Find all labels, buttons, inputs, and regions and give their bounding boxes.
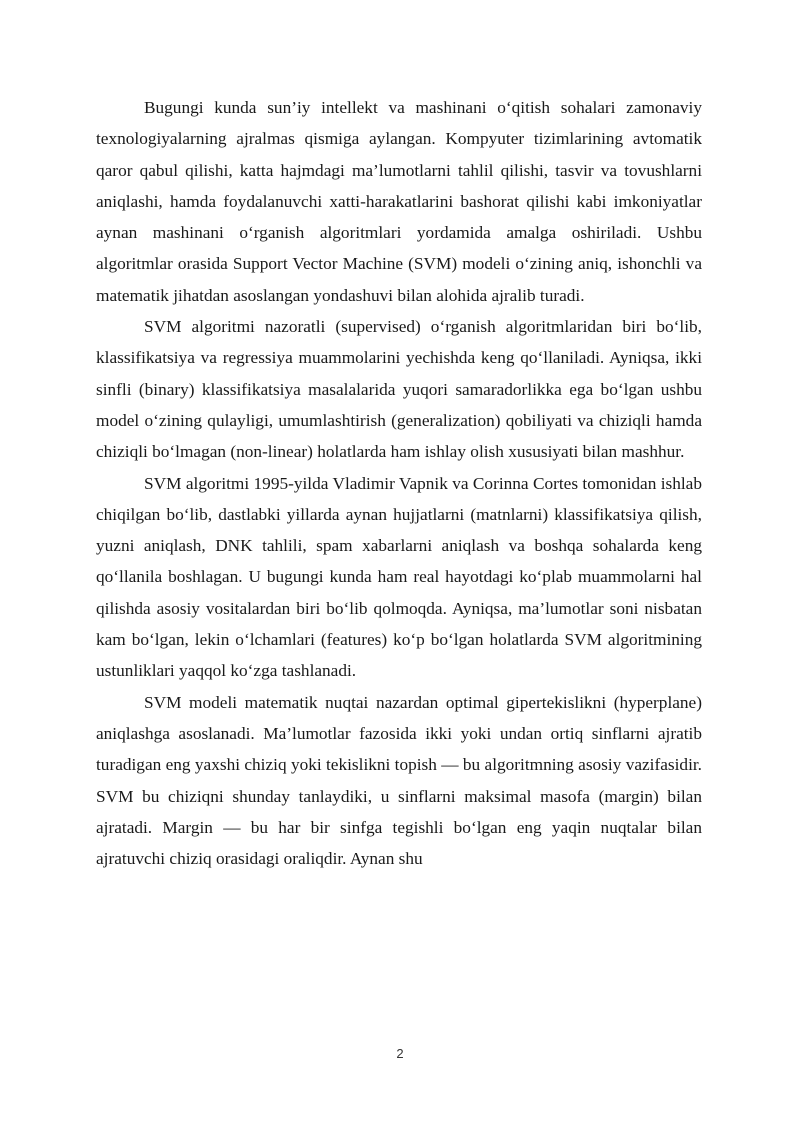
page-number: 2: [396, 1046, 404, 1061]
paragraph-supervised: SVM algoritmi nazoratli (supervised) o‘rganish algoritmlaridan biri bo‘lib, klassifikatsiya va regressiya muammolarini yechishda keng qo‘llaniladi. Ayniqsa, ikki sinfli (binary) klassifikatsiya masalalarida yuqori samaradorlikka ega bo‘lgan ushbu model o‘zining qulayligi, umumlashtirish (generalization) qobiliyati va chiziqli hamda chiziqli bo‘lmagan (non-linear) holatlarda ham ishlay olish xususiyati bilan mashhur.: [96, 317, 702, 462]
paragraph-history: SVM algoritmi 1995-yilda Vladimir Vapnik va Corinna Cortes tomonidan ishlab chiqilgan bo‘lib, dastlabki yillarda aynan hujjatlarni (matnlarni) klassifikatsiya qilish, yuzni aniqlash, DNK tahlili, spam xabarlarni aniqlash va boshqa sohalarda keng qo‘llanila boshlagan. U bugungi kunda ham real hayotdagi ko‘plab muammolarni hal qilishda asosiy vositalardan biri bo‘lib qolmoqda. Ayniqsa, ma’lumotlar soni nisbatan kam bo‘lgan, lekin o‘lchamlari (features) ko‘p bo‘lgan holatlarda SVM algoritmining ustunliklari yaqqol ko‘zga tashlanadi.: [96, 473, 702, 681]
paragraph-hyperplane: SVM modeli matematik nuqtai nazardan optimal gipertekislikni (hyperplane) aniqlashga asoslanadi. Ma’lumotlar fazosida ikki yoki undan ortiq sinflarni ajratib turadigan eng yaxshi chiziq yoki tekislikni topish — bu algoritmning asosiy vazifasidir. SVM bu chiziqni shunday tanlaydiki, u sinflarni maksimal masofa (margin) bilan ajratadi. Margin — bu har bir sinfga tegishli bo‘lgan eng yaqin nuqtalar bilan ajratuvchi chiziq orasidagi oraliqdir. Aynan shu: [96, 692, 702, 869]
page-body: [96, 92, 702, 874]
paragraph-intro: Bugungi kunda sun’iy intellekt va mashinani o‘qitish sohalari zamonaviy texnologiyalarning ajralmas qismiga aylangan. Kompyuter tizimlarining avtomatik qaror qabul qilishi, katta hajmdagi ma’lumotlarni tahlil qilishi, tasvir va tovushlarni aniqlashi, hamda foydalanuvchi xatti-harakatlarini bashorat qilishi kabi imkoniyatlar aynan mashinani o‘rganish algoritmlari yordamida amalga oshiriladi. Ushbu algoritmlar orasida Support Vector Machine (SVM) modeli o‘zining aniq, ishonchli va matematik jihatdan asoslangan yondashuvi bilan alohida ajralib turadi.: [96, 98, 702, 305]
